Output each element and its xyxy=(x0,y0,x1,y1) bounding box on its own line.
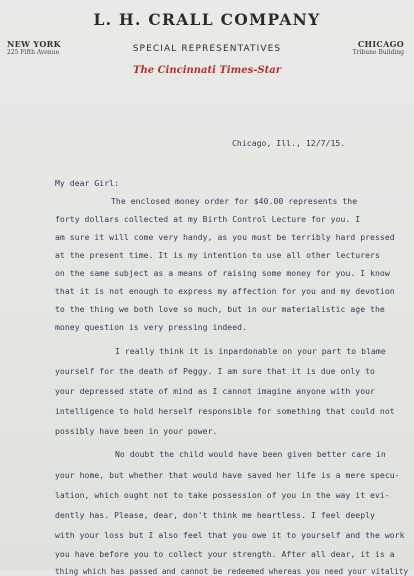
body-line: you have before you to collect your strength. After all dear, it is a xyxy=(55,549,395,559)
salutation: My dear Girl: xyxy=(55,178,119,188)
new-york-address: 225 Fifth Avenue xyxy=(7,49,60,56)
chicago-address: Tribune Building xyxy=(352,49,404,56)
body-line: yourself for the death of Peggy. I am sure that it is due only to xyxy=(55,366,375,376)
body-line: intelligence to hold herself responsible for something that could not xyxy=(55,406,395,416)
body-line: to the thing we both love so much, but in our materialistic age the xyxy=(55,304,385,314)
body-line: The enclosed money order for $40.00 represents the xyxy=(111,196,358,206)
body-line: on the same subject as a means of raising some money for you. I know xyxy=(55,268,390,278)
tagline: SPECIAL REPRESENTATIVES xyxy=(132,44,282,54)
body-line: No doubt the child would have been given better care in xyxy=(115,449,386,459)
body-line: lation, which ought not to take possession of you in the way it evi- xyxy=(55,490,390,500)
body-line: possibly have been in your power. xyxy=(55,426,218,436)
body-line: forty dollars collected at my Birth Control Lecture for you. I xyxy=(55,214,361,224)
body-line: your depressed state of mind as I cannot imagine anyone with your xyxy=(55,386,375,396)
body-line: am sure it will come very handy, as you must be terribly hard pressed xyxy=(55,232,395,242)
body-line: with your loss but I also feel that you owe it to yourself and the work xyxy=(55,530,405,540)
body-line: that it is not enough to express my affection for you and my devotion xyxy=(55,286,395,296)
newspaper-name: The Cincinnati Times-Star xyxy=(133,65,281,76)
body-line: money question is very pressing indeed. xyxy=(55,322,247,332)
new-york-city: NEW YORK xyxy=(7,39,61,49)
body-line: at the present time. It is my intention to use all other lecturers xyxy=(55,250,380,260)
body-line: dently has. Please, dear, don't think me heartless. I feel deeply xyxy=(55,510,375,520)
letter-date: Chicago, Ill., 12/7/15. xyxy=(232,138,346,148)
chicago-city: CHICAGO xyxy=(357,39,404,49)
body-line: thing which has passed and cannot be redeemed whereas you need your vitality xyxy=(55,566,409,576)
company-name: L. H. CRALL COMPANY xyxy=(93,10,321,29)
body-line: your home, but whether that would have saved her life is a mere specu- xyxy=(55,470,400,480)
body-line: I really think it is inpardonable on your part to blame xyxy=(115,346,386,356)
